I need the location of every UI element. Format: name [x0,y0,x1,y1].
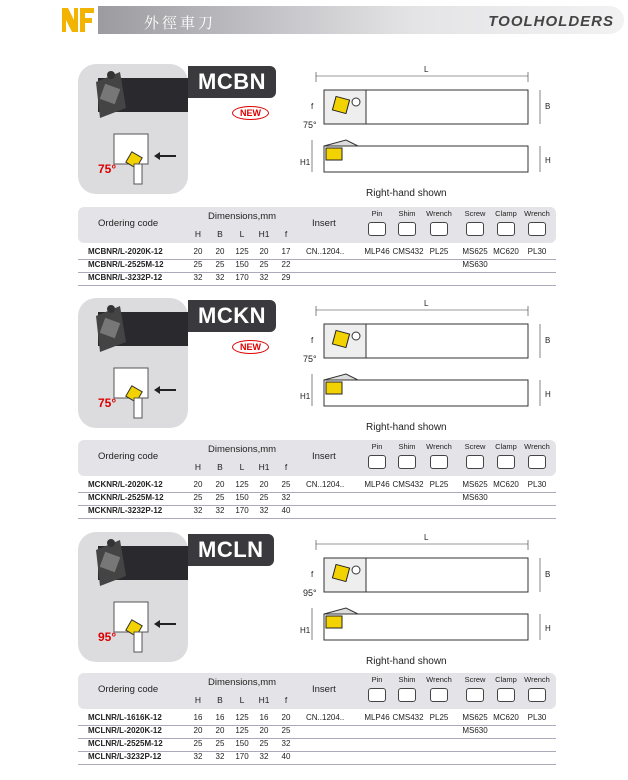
dim-cell: 125 [235,713,249,722]
dim-cell: 32 [259,506,269,515]
wrench2-cell: PL30 [527,713,547,722]
screw-icon [466,222,484,236]
ordering-code-cell: MCLNR/L-1616K-12 [88,713,162,722]
dim-cell: 32 [281,493,291,502]
col-screw: Screw [464,675,486,684]
insert-cell: CN..1204.. [306,713,345,722]
dim-cell: 20 [259,726,269,735]
col-ordering-code: Ordering code [98,684,159,695]
dim-cell: 20 [193,480,203,489]
dim-cell: 25 [281,726,291,735]
holder-photo [78,536,188,596]
product-name-tab: MCKN [188,300,276,332]
screw-cell-1: MS625 [462,480,488,489]
wrench2-icon [528,688,546,702]
col-wrench2: Wrench [524,442,550,451]
clamp-icon [497,688,515,702]
right-hand-note: Right-hand shown [366,188,447,199]
dim-f-label: f [311,570,314,579]
dim-H1-label: H1 [300,626,311,635]
col-dim-H1: H1 [258,462,270,472]
wrench2-icon [528,222,546,236]
new-badge: NEW [232,106,269,120]
wrench-icon [430,222,448,236]
insert-schematic [78,362,188,422]
lead-angle-label: 75° [98,162,117,176]
holder-photo [78,68,188,128]
wrench2-icon [528,455,546,469]
col-dim-f: f [284,229,288,239]
col-clamp: Clamp [495,442,517,451]
col-dimensions: Dimensions,mm [208,444,277,455]
wrench2-cell: PL30 [527,247,547,256]
table-body [78,480,556,519]
col-dim-L: L [239,462,245,472]
dim-B-label: B [545,570,551,579]
col-dim-L: L [239,229,245,239]
ordering-code-cell: MCKNR/L-3232P-12 [88,506,163,515]
holder-photo [78,302,188,362]
dim-H-label: H [545,390,551,399]
tool-drawing [296,302,556,422]
row-divider [78,285,556,286]
col-dimensions: Dimensions,mm [208,677,277,688]
col-dim-f: f [284,695,288,705]
screw-cell-1: MS625 [462,247,488,256]
shim-icon [398,688,416,702]
page-title-zh: 外徑車刀 [144,14,217,32]
clamp-icon [497,222,515,236]
ordering-code-cell: MCKNR/L-2020K-12 [88,480,163,489]
dim-cell: 17 [281,247,291,256]
col-shim: Shim [398,442,416,451]
dim-cell: 32 [259,273,269,282]
dim-cell: 20 [259,480,269,489]
pin-cell: MLP46 [364,247,390,256]
clamp-icon [497,455,515,469]
dim-f-label: f [311,336,314,345]
dim-cell: 125 [235,480,249,489]
clamp-cell: MC620 [493,247,519,256]
dim-cell: 150 [235,260,249,269]
col-wrench: Wrench [426,675,452,684]
col-wrench2: Wrench [524,209,550,218]
col-dimensions: Dimensions,mm [208,211,277,222]
wrench2-cell: PL30 [527,480,547,489]
dim-cell: 125 [235,726,249,735]
screw-cell-2: MS630 [462,260,488,269]
dim-H-label: H [545,156,551,165]
dim-cell: 16 [215,713,225,722]
col-pin: Pin [371,209,383,218]
wrench-icon [430,688,448,702]
ordering-code-cell: MCKNR/L-2525M-12 [88,493,164,502]
dim-cell: 32 [259,752,269,761]
dim-cell: 32 [193,752,203,761]
col-screw: Screw [464,442,486,451]
tool-drawing [296,536,556,656]
ordering-code-cell: MCLNR/L-2020K-12 [88,726,162,735]
col-dim-B: B [217,695,223,705]
drawing-angle-label: 75° [303,354,317,364]
dim-cell: 25 [259,493,269,502]
dim-B-label: B [545,102,551,111]
dim-cell: 170 [235,273,249,282]
dim-cell: 25 [193,739,203,748]
pin-icon [368,688,386,702]
col-dim-L: L [239,695,245,705]
col-wrench: Wrench [426,209,452,218]
table-header [78,673,556,709]
dim-L-label: L [424,299,429,308]
clamp-cell: MC620 [493,480,519,489]
col-dim-H: H [194,229,202,239]
dim-cell: 20 [215,726,225,735]
dim-cell: 25 [193,260,203,269]
ordering-code-cell: MCBNR/L-2525M-12 [88,260,164,269]
col-insert: Insert [312,218,336,229]
right-hand-note: Right-hand shown [366,656,447,667]
dim-cell: 25 [281,480,291,489]
col-insert: Insert [312,451,336,462]
product-panel [78,532,188,662]
dim-cell: 20 [215,480,225,489]
col-pin: Pin [371,442,383,451]
dim-cell: 32 [215,506,225,515]
product-panel [78,298,188,428]
shim-cell: CMS432 [392,713,424,722]
new-badge: NEW [232,340,269,354]
dim-cell: 150 [235,739,249,748]
col-ordering-code: Ordering code [98,451,159,462]
lead-angle-label: 95° [98,630,117,644]
dim-cell: 25 [215,739,225,748]
dim-f-label: f [311,102,314,111]
dim-B-label: B [545,336,551,345]
lead-angle-label: 75° [98,396,117,410]
dim-cell: 40 [281,506,291,515]
table-body [78,247,556,286]
shim-icon [398,222,416,236]
dim-H-label: H [545,624,551,633]
col-wrench: Wrench [426,442,452,451]
pin-cell: MLP46 [364,713,390,722]
row-divider [78,764,556,765]
dim-L-label: L [424,533,429,542]
shim-cell: CMS432 [392,480,424,489]
dim-cell: 32 [215,752,225,761]
ordering-code-cell: MCBNR/L-3232P-12 [88,273,163,282]
table-body [78,713,556,765]
col-clamp: Clamp [495,675,517,684]
col-wrench2: Wrench [524,675,550,684]
dim-cell: 20 [281,713,291,722]
insert-schematic [78,128,188,188]
ordering-code-cell: MCBNR/L-2020K-12 [88,247,163,256]
dim-cell: 20 [215,247,225,256]
clamp-cell: MC620 [493,713,519,722]
dim-cell: 25 [215,260,225,269]
col-dim-f: f [284,462,288,472]
shim-icon [398,455,416,469]
dim-cell: 16 [193,713,203,722]
page-title-en: TOOLHOLDERS [488,13,614,30]
col-dim-B: B [217,462,223,472]
dim-cell: 20 [193,247,203,256]
col-dim-H1: H1 [258,229,270,239]
dim-cell: 25 [259,739,269,748]
screw-cell-2: MS630 [462,726,488,735]
dim-cell: 22 [281,260,291,269]
drawing-angle-label: 75° [303,120,317,130]
col-dim-B: B [217,229,223,239]
col-pin: Pin [371,675,383,684]
ordering-code-cell: MCLNR/L-2525M-12 [88,739,163,748]
dim-cell: 32 [193,506,203,515]
ordering-code-cell: MCLNR/L-3232P-12 [88,752,162,761]
col-dim-H: H [194,462,202,472]
dim-cell: 32 [281,739,291,748]
dim-cell: 32 [215,273,225,282]
right-hand-note: Right-hand shown [366,422,447,433]
dim-cell: 20 [193,726,203,735]
dim-cell: 170 [235,506,249,515]
col-ordering-code: Ordering code [98,218,159,229]
shim-cell: CMS432 [392,247,424,256]
insert-cell: CN..1204.. [306,480,345,489]
product-name-tab: MCBN [188,66,276,98]
dim-cell: 16 [259,713,269,722]
wrench-icon [430,455,448,469]
wrench-cell: PL25 [429,247,449,256]
insert-schematic [78,596,188,656]
dim-cell: 25 [259,260,269,269]
dim-cell: 32 [193,273,203,282]
pin-icon [368,455,386,469]
dim-cell: 170 [235,752,249,761]
insert-cell: CN..1204.. [306,247,345,256]
col-screw: Screw [464,209,486,218]
product-name-tab: MCLN [188,534,274,566]
col-shim: Shim [398,209,416,218]
dim-H1-label: H1 [300,392,311,401]
table-header [78,207,556,243]
table-header [78,440,556,476]
dim-cell: 40 [281,752,291,761]
screw-cell-1: MS625 [462,713,488,722]
wrench-cell: PL25 [429,480,449,489]
dim-cell: 20 [259,247,269,256]
col-shim: Shim [398,675,416,684]
dim-L-label: L [424,65,429,74]
dim-cell: 125 [235,247,249,256]
dim-cell: 25 [193,493,203,502]
dim-cell: 29 [281,273,291,282]
col-clamp: Clamp [495,209,517,218]
dim-H1-label: H1 [300,158,311,167]
pin-cell: MLP46 [364,480,390,489]
tool-drawing [296,68,556,188]
wrench-cell: PL25 [429,713,449,722]
screw-cell-2: MS630 [462,493,488,502]
brand-logo [60,4,96,39]
pin-icon [368,222,386,236]
screw-icon [466,455,484,469]
product-panel [78,64,188,194]
col-insert: Insert [312,684,336,695]
dim-cell: 150 [235,493,249,502]
col-dim-H1: H1 [258,695,270,705]
dim-cell: 25 [215,493,225,502]
drawing-angle-label: 95° [303,588,317,598]
row-divider [78,518,556,519]
screw-icon [466,688,484,702]
col-dim-H: H [194,695,202,705]
